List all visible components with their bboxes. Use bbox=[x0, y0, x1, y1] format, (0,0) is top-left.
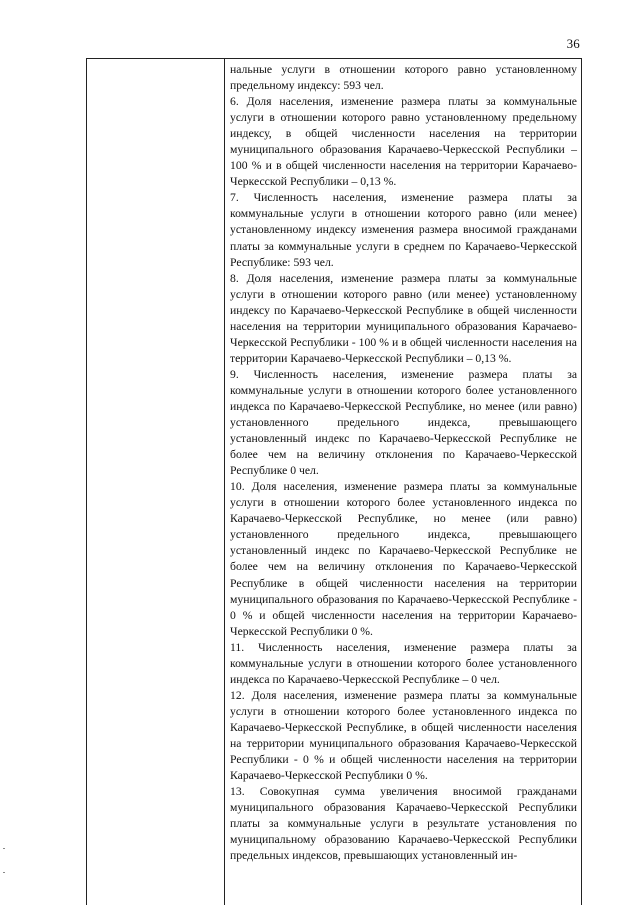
paragraph-item-6: 6. Доля населения, изменение размера платы за коммунальные услуги в отношении которого равно установленному предельному индексу, в общей численности населения на территории муниципального образования Карачаево-Черкесской Республики – 100 % и в общей численности населения на территории Карачаево-Черкесской Республики – 0,13 %. bbox=[230, 95, 577, 189]
paragraph-item-10: 10. Доля населения, изменение размера платы за коммунальные услуги в отношении которого более установленного индекса по Карачаево-Черкесской Республике, но менее (или равно) установленного предельного индекса, превышающего установленный индекс по Карачаево-Черкесской Республике не более чем на величину отклонения по Карачаево-Черкесской Республике в общей численности населения на территории муниципального образования по Карачаево-Черкесской Республике - 0 % и общей численности населения на территории Карачаево-Черкесской Республики 0 %. bbox=[230, 480, 577, 638]
table-left-column bbox=[87, 59, 225, 905]
document-table bbox=[86, 58, 582, 905]
page-number: 36 bbox=[566, 36, 580, 51]
paragraph-item-9: 9. Численность населения, изменение размера платы за коммунальные услуги в отношении которого более установленного индекса по Карачаево-Черкесской Республике, но менее (или равно) установленного предельного индекса, превышающего установленный индекс по Карачаево-Черкесской Республике не более чем на величину отклонения по Карачаево-Черкесской Республике 0 чел. bbox=[230, 367, 577, 478]
margin-mark bbox=[3, 872, 5, 873]
table-right-column bbox=[226, 59, 581, 864]
paragraph-item-12: 12. Доля населения, изменение размера платы за коммунальные услуги в отношении которого более установленного индекса по Карачаево-Черкесской Республике, в общей численности населения на территории муниципального образования Карачаево-Черкесской Республики - 0 % и общей численности населения на территории Карачаево-Черкесской Республики 0 %. bbox=[230, 688, 577, 783]
paragraph-item-11: 11. Численность населения, изменение размера платы за коммунальные услуги в отношении которого более установленного индекса по Карачаево-Черкесской Республике – 0 чел. bbox=[230, 640, 577, 686]
margin-mark bbox=[3, 848, 5, 849]
paragraph-item-13: 13. Совокупная сумма увеличения вносимой гражданами муниципального образования Карачаево-Черкесской Республики платы за коммунальные услуги в результате установления по муниципальному образованию Карачаево-Черкесской Республики предельных индексов, превышающих установленный ин- bbox=[230, 785, 577, 863]
paragraph-continuation: нальные услуги в отношении которого равно установленному предельному индексу: 593 чел. bbox=[230, 63, 577, 93]
paragraph-item-8: 8. Доля населения, изменение размера платы за коммунальные услуги в отношении которого равно (или менее) установленному индексу по Карачаево-Черкесской Республике в общей численности населения на территории муниципального образования Карачаево-Черкесской Республики - 100 % и в общей численности населения на территории Карачаево-Черкесской Республики – 0,13 %. bbox=[230, 271, 577, 365]
paragraph-item-7: 7. Численность населения, изменение размера платы за коммунальные услуги в отношении которого равно (или менее) установленному индексу изменения размера вносимой гражданами платы за коммунальные услуги в среднем по Карачаево-Черкесской Республике: 593 чел. bbox=[230, 191, 577, 269]
